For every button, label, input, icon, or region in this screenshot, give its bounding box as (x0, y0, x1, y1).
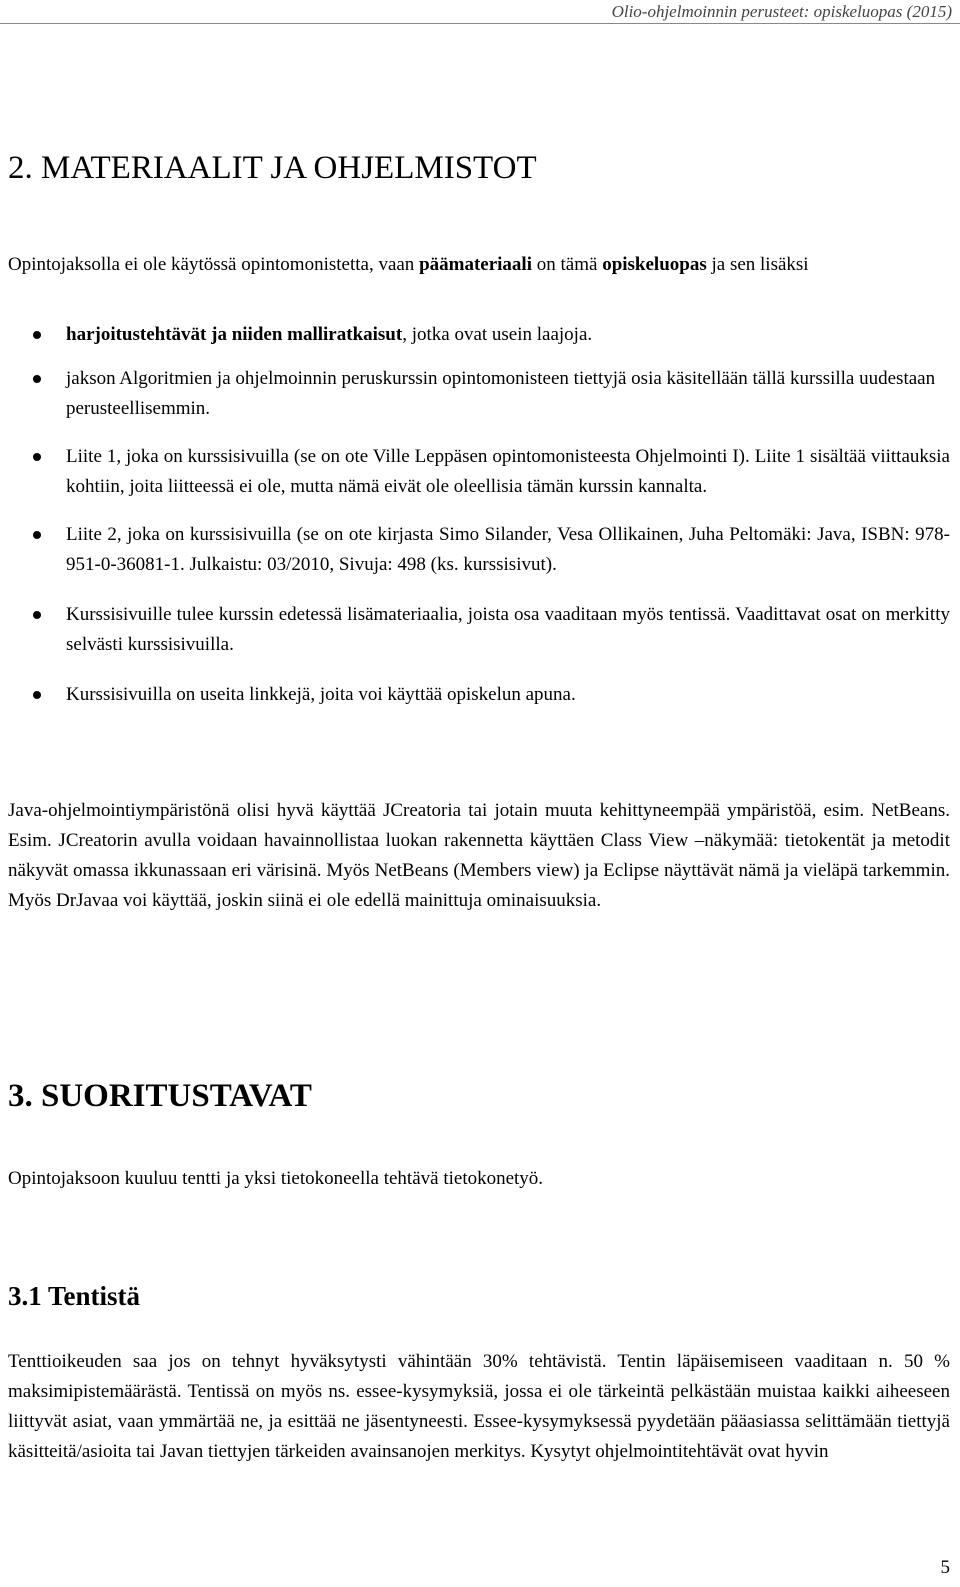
bullet-icon (33, 331, 41, 339)
list-item (8, 680, 950, 710)
list-item (8, 364, 950, 424)
list-item (8, 520, 950, 580)
bullet-icon (33, 453, 41, 461)
running-header: Olio-ohjelmoinnin perusteet: opiskeluopas (2015) (611, 2, 952, 21)
bullet-icon (33, 611, 41, 619)
page-number: 5 (940, 1557, 950, 1578)
list-item (8, 320, 950, 350)
list-item-text: Kurssisivuille tulee kurssin edetessä lisämateriaalia, joista osa vaaditaan myös tentissä. Vaadittavat osat on merkitty selvästi kurssisivuilla. (66, 604, 950, 655)
list-item-text: Liite 1, joka on kurssisivuilla (se on ote Ville Leppäsen opintomonisteesta Ohjelmointi I). Liite 1 sisältää viittauksia kohtiin, joita liitteessä ei ole, mutta nämä eivät ole oleellisia tämän kurssin kannalta. (66, 446, 950, 497)
section-3-title: 3. SUORITUSTAVAT (8, 1078, 312, 1114)
bullet-icon (33, 375, 41, 383)
intro-bold-main-material: päämateriaali (419, 254, 532, 275)
list-item-text: Liite 2, joka on kurssisivuilla (se on ote kirjasta Simo Silander, Vesa Ollikainen, Juha Peltomäki: Java, ISBN: 978-951-0-36081-1. Julkaistu: 03/2010, Sivuja: 498 (ks. kurssisivut). (66, 524, 950, 575)
subsection-3-1-title: 3.1 Tentistä (8, 1281, 141, 1311)
list-item-bold: harjoitustehtävät ja niiden malliratkaisut (66, 324, 403, 345)
intro-text-2: on tämä (532, 254, 603, 275)
list-item (8, 600, 950, 660)
list-item-text: , jotka ovat usein laajoja. (402, 324, 593, 345)
bullet-icon (33, 691, 41, 699)
intro-bold-study-guide: opiskeluopas (602, 254, 707, 275)
section-2-title: 2. MATERIAALIT JA OHJELMISTOT (8, 150, 537, 186)
header-divider (0, 23, 960, 24)
java-environment-paragraph: Java-ohjelmointiympäristönä olisi hyvä käyttää JCreatoria tai jotain muuta kehittyneempää ympäristöä, esim. NetBeans. Esim. JCreatorin avulla voidaan havainnollistaa luokan rakennetta käyttäen Class View –näkymää: tietokentät ja metodit näkyvät omassa ikkunassaan eri värisinä. Myös NetBeans (Members view) ja Eclipse näyttävät nämä ja vieläpä tarkemmin. Myös DrJavaa voi käyttää, joskin siinä ei ole edellä mainittuja ominaisuuksia. (8, 800, 950, 911)
materials-list (8, 320, 950, 710)
exam-paragraph: Tenttioikeuden saa jos on tehnyt hyväksytysti vähintään 30% tehtävistä. Tentin läpäisemiseen vaaditaan n. 50 % maksimipistemäärästä. Tentissä on myös ns. essee-kysymyksiä, jossa ei ole tärkeintä pelkästään muistaa kaikki aiheeseen liittyvät asiat, vaan ymmärtää ne, ja esittää ne jäsentyneesti. Essee-kysymyksessä pyydetään pääasiassa selittämään tiettyjä käsitteitä/asioita tai Javan tiettyjen tärkeiden avainsanojen merkitys. Kysytyt ohjelmointitehtävät ovat hyvin (8, 1351, 950, 1462)
list-item-text: Kurssisivuilla on useita linkkejä, joita voi käyttää opiskelun apuna. (66, 684, 576, 705)
list-item (8, 442, 950, 502)
completion-paragraph: Opintojaksoon kuuluu tentti ja yksi tietokoneella tehtävä tietokonetyö. (8, 1168, 544, 1189)
list-item-text: jakson Algoritmien ja ohjelmoinnin peruskurssin opintomonisteen tiettyjä osia käsitellään tällä kurssilla uudestaan perusteellisemmin. (66, 368, 936, 419)
intro-text-1: Opintojaksolla ei ole käytössä opintomonistetta, vaan (8, 254, 420, 275)
intro-paragraph (8, 250, 950, 280)
intro-text-3: ja sen lisäksi (706, 254, 809, 275)
bullet-icon (33, 531, 41, 539)
